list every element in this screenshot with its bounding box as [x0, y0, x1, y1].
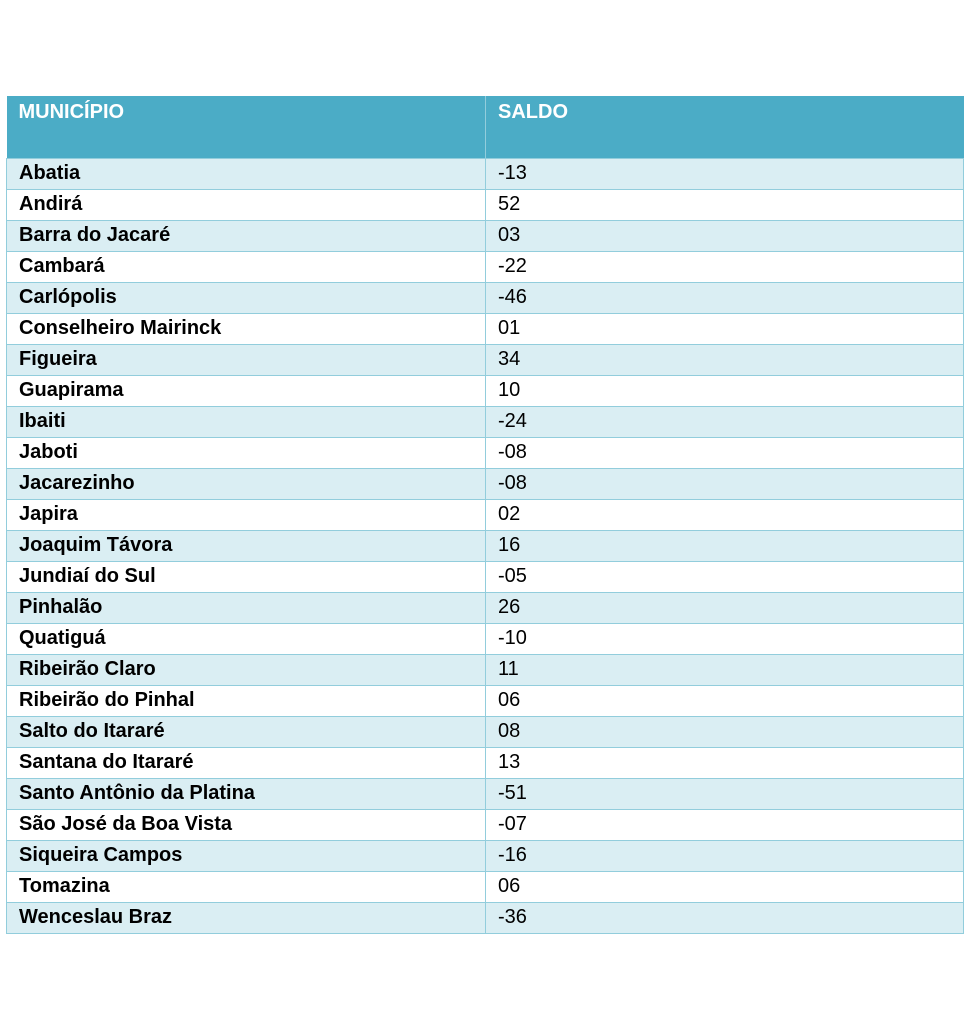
cell-saldo: 06 — [486, 685, 964, 716]
cell-saldo: 16 — [486, 530, 964, 561]
table-row — [7, 809, 964, 840]
cell-saldo: -07 — [486, 809, 964, 840]
table-row — [7, 840, 964, 871]
cell-municipio: Abatia — [7, 158, 486, 189]
cell-municipio: Barra do Jacaré — [7, 220, 486, 251]
cell-saldo: -24 — [486, 406, 964, 437]
table-row — [7, 592, 964, 623]
table-row — [7, 437, 964, 468]
cell-municipio: Japira — [7, 499, 486, 530]
cell-municipio: Ribeirão do Pinhal — [7, 685, 486, 716]
table-row — [7, 344, 964, 375]
cell-saldo: 52 — [486, 189, 964, 220]
cell-saldo: 01 — [486, 313, 964, 344]
cell-saldo: -16 — [486, 840, 964, 871]
cell-municipio: Ibaiti — [7, 406, 486, 437]
cell-municipio: Joaquim Távora — [7, 530, 486, 561]
table-row — [7, 530, 964, 561]
cell-municipio: Guapirama — [7, 375, 486, 406]
cell-saldo: -08 — [486, 468, 964, 499]
column-header-municipio: MUNICÍPIO — [7, 96, 486, 158]
table-row — [7, 468, 964, 499]
table-row — [7, 623, 964, 654]
table-row — [7, 685, 964, 716]
table-row — [7, 654, 964, 685]
cell-saldo: 34 — [486, 344, 964, 375]
header-row — [7, 96, 964, 158]
table-row — [7, 902, 964, 933]
cell-saldo: -05 — [486, 561, 964, 592]
cell-saldo: -51 — [486, 778, 964, 809]
cell-municipio: São José da Boa Vista — [7, 809, 486, 840]
table-row — [7, 871, 964, 902]
cell-saldo: -10 — [486, 623, 964, 654]
cell-municipio: Jacarezinho — [7, 468, 486, 499]
cell-municipio: Santo Antônio da Platina — [7, 778, 486, 809]
cell-saldo: 11 — [486, 654, 964, 685]
cell-municipio: Tomazina — [7, 871, 486, 902]
table-row — [7, 406, 964, 437]
table-body — [7, 158, 964, 933]
cell-municipio: Pinhalão — [7, 592, 486, 623]
table-row — [7, 375, 964, 406]
table-row — [7, 158, 964, 189]
cell-municipio: Jaboti — [7, 437, 486, 468]
table-row — [7, 282, 964, 313]
cell-municipio: Santana do Itararé — [7, 747, 486, 778]
cell-saldo: 03 — [486, 220, 964, 251]
table-row — [7, 189, 964, 220]
cell-saldo: 13 — [486, 747, 964, 778]
table-row — [7, 251, 964, 282]
cell-municipio: Cambará — [7, 251, 486, 282]
table-row — [7, 499, 964, 530]
cell-municipio: Figueira — [7, 344, 486, 375]
table-row — [7, 716, 964, 747]
cell-municipio: Siqueira Campos — [7, 840, 486, 871]
cell-municipio: Wenceslau Braz — [7, 902, 486, 933]
cell-saldo: -08 — [486, 437, 964, 468]
cell-municipio: Salto do Itararé — [7, 716, 486, 747]
table-row — [7, 220, 964, 251]
cell-municipio: Quatiguá — [7, 623, 486, 654]
cell-municipio: Andirá — [7, 189, 486, 220]
table-row — [7, 561, 964, 592]
cell-saldo: 06 — [486, 871, 964, 902]
cell-saldo: 10 — [486, 375, 964, 406]
cell-saldo: 02 — [486, 499, 964, 530]
cell-saldo: -36 — [486, 902, 964, 933]
cell-saldo: -13 — [486, 158, 964, 189]
cell-municipio: Ribeirão Claro — [7, 654, 486, 685]
table-row — [7, 747, 964, 778]
cell-saldo: 26 — [486, 592, 964, 623]
cell-saldo: -22 — [486, 251, 964, 282]
table-row — [7, 313, 964, 344]
municipio-saldo-table — [6, 96, 964, 934]
table-row — [7, 778, 964, 809]
cell-municipio: Jundiaí do Sul — [7, 561, 486, 592]
table-header — [7, 96, 964, 158]
column-header-saldo: SALDO — [486, 96, 964, 158]
cell-municipio: Conselheiro Mairinck — [7, 313, 486, 344]
cell-saldo: 08 — [486, 716, 964, 747]
cell-municipio: Carlópolis — [7, 282, 486, 313]
cell-saldo: -46 — [486, 282, 964, 313]
